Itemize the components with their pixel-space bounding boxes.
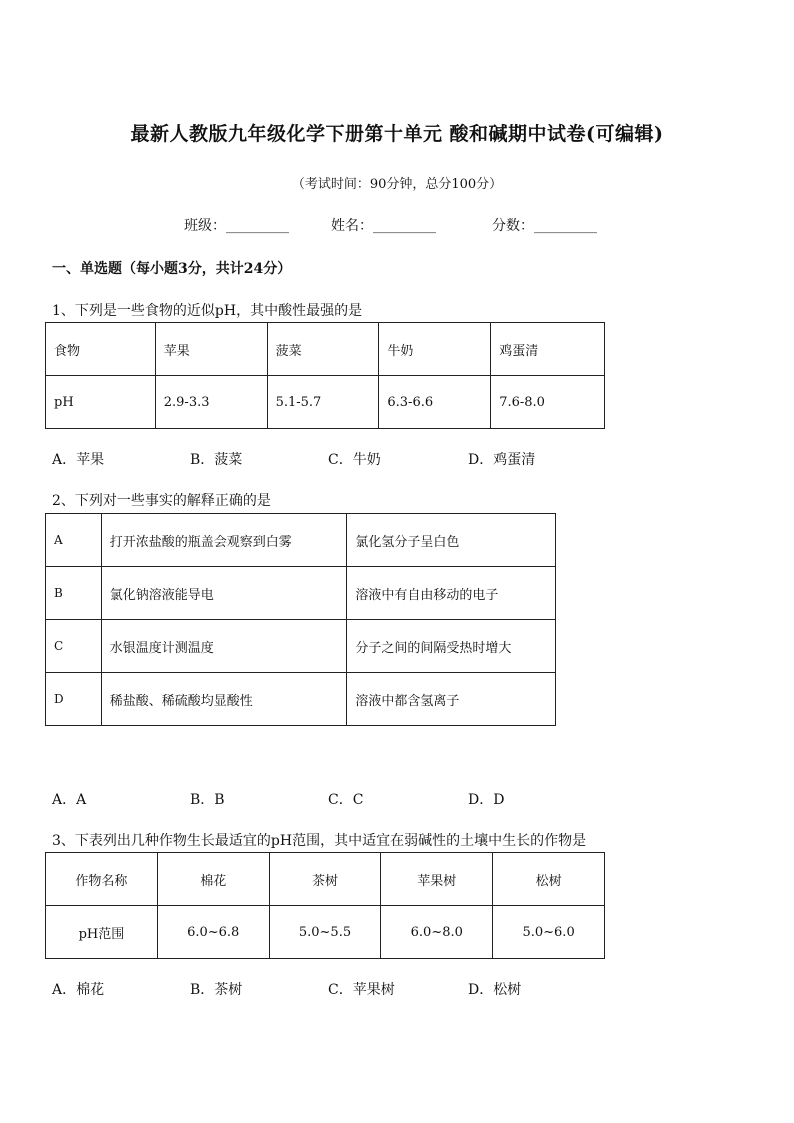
q2-option-d[interactable]: D．D (468, 792, 505, 808)
q1-option-a[interactable]: A．苹果 (52, 452, 105, 468)
q3-option-b[interactable]: B．茶树 (190, 982, 243, 998)
exam-info: （考试时间：90分钟，总分100分） (291, 177, 503, 192)
page-title: 最新人教版九年级化学下册第十单元 酸和碱期中试卷(可编辑) (130, 123, 664, 145)
table-cell: 溶液中有自由移动的电子 (347, 567, 556, 620)
table-cell: 苹果 (155, 323, 267, 376)
table-cell: 牛奶 (379, 323, 491, 376)
table-cell: 氯化氢分子呈白色 (347, 514, 556, 567)
table-cell: 5.1-5.7 (267, 376, 379, 429)
q3-option-c[interactable]: C．苹果树 (328, 982, 395, 998)
class-field: 班级：_________ (184, 218, 289, 234)
table-cell: 5.0~6.0 (493, 906, 605, 959)
table-cell: 苹果树 (381, 853, 493, 906)
question-1-stem: 1、下列是一些食物的近似pH，其中酸性最强的是 (52, 303, 363, 319)
table-cell: 氯化钠溶液能导电 (101, 567, 347, 620)
table-cell: 食物 (46, 323, 156, 376)
table-cell: C (46, 620, 102, 673)
score-field: 分数：_________ (492, 218, 597, 234)
table-cell: 6.0~6.8 (157, 906, 269, 959)
table-cell: 分子之间的间隔受热时增大 (347, 620, 556, 673)
table-cell: 作物名称 (46, 853, 158, 906)
q2-option-c[interactable]: C．C (328, 792, 364, 808)
table-row (46, 853, 605, 906)
table-cell: 松树 (493, 853, 605, 906)
table-row (46, 620, 556, 673)
table-cell: pH范围 (46, 906, 158, 959)
name-field: 姓名：_________ (331, 218, 436, 234)
table-cell: 茶树 (269, 853, 381, 906)
q3-option-a[interactable]: A．棉花 (52, 982, 105, 998)
question-3-table (45, 852, 605, 959)
table-cell: 5.0~5.5 (269, 906, 381, 959)
q2-option-b[interactable]: B．B (190, 792, 225, 808)
table-cell: A (46, 514, 102, 567)
question-3-stem: 3、下表列出几种作物生长最适宜的pH范围，其中适宜在弱碱性的土壤中生长的作物是 (52, 833, 587, 849)
table-row (46, 567, 556, 620)
table-row (46, 673, 556, 726)
table-cell: 菠菜 (267, 323, 379, 376)
table-row (46, 376, 605, 429)
table-cell: 2.9-3.3 (155, 376, 267, 429)
question-2-table (45, 513, 556, 726)
question-1-table (45, 322, 605, 429)
table-row (46, 514, 556, 567)
question-2-stem: 2、下列对一些事实的解释正确的是 (52, 493, 271, 509)
section-heading: 一、单选题（每小题3分，共计24分） (52, 261, 292, 277)
q2-option-a[interactable]: A．A (52, 792, 87, 808)
table-row (46, 906, 605, 959)
q3-option-d[interactable]: D．松树 (468, 982, 522, 998)
table-row (46, 323, 605, 376)
table-cell: 打开浓盐酸的瓶盖会观察到白雾 (101, 514, 347, 567)
table-cell: 6.0~8.0 (381, 906, 493, 959)
table-cell: 溶液中都含氢离子 (347, 673, 556, 726)
table-cell: 6.3-6.6 (379, 376, 491, 429)
table-cell: 稀盐酸、稀硫酸均显酸性 (101, 673, 347, 726)
table-cell: 鸡蛋清 (491, 323, 605, 376)
q1-option-c[interactable]: C．牛奶 (328, 452, 381, 468)
table-cell: D (46, 673, 102, 726)
table-cell: 水银温度计测温度 (101, 620, 347, 673)
table-cell: 7.6-8.0 (491, 376, 605, 429)
q1-option-b[interactable]: B．菠菜 (190, 452, 243, 468)
table-cell: pH (46, 376, 156, 429)
table-cell: 棉花 (157, 853, 269, 906)
q1-option-d[interactable]: D．鸡蛋清 (468, 452, 536, 468)
table-cell: B (46, 567, 102, 620)
